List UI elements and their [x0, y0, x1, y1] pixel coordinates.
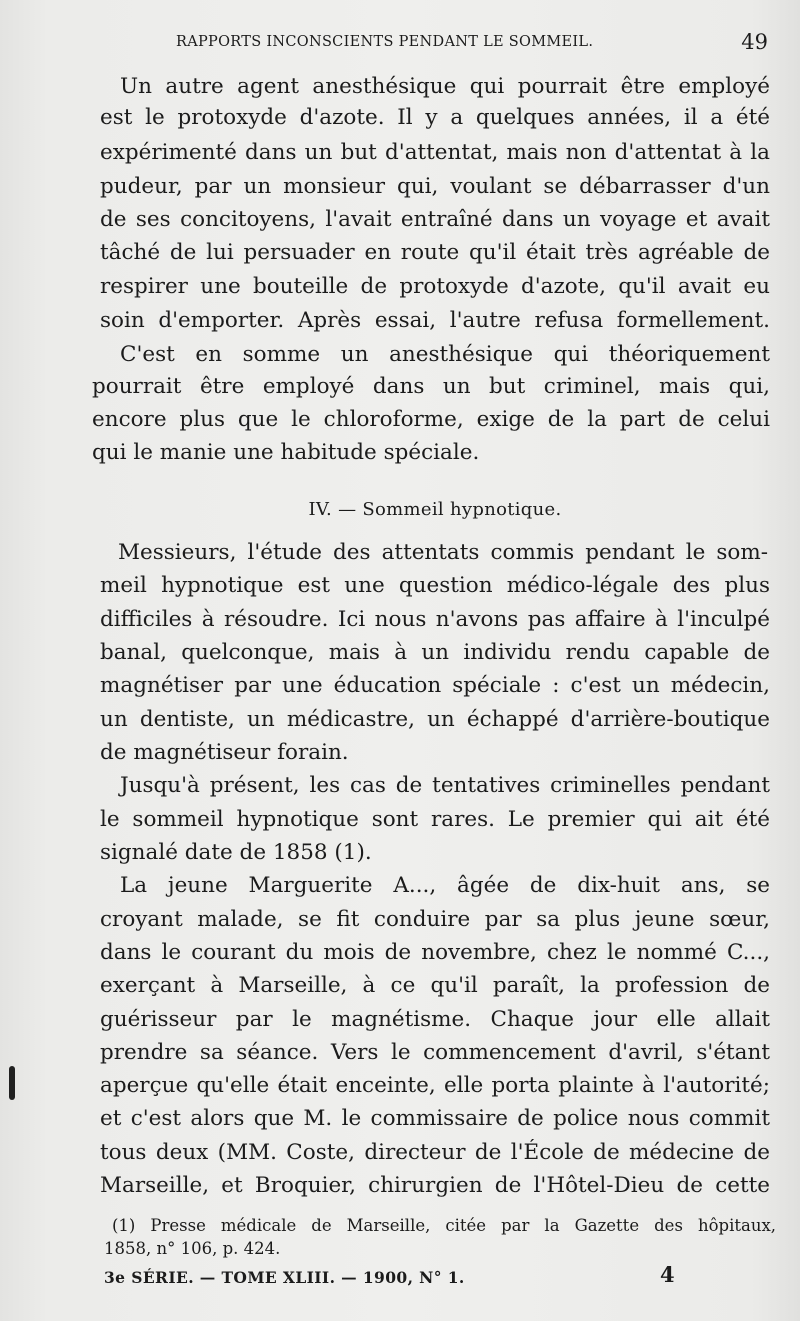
text-line: de magnétiseur forain.	[100, 740, 349, 765]
text-line: aperçue qu'elle était enceinte, elle porta plainte à l'autorité;	[100, 1073, 770, 1098]
text-line: exerçant à Marseille, à ce qu'il paraît, la profession de	[100, 973, 770, 998]
text-line: prendre sa séance. Vers le commencement d'avril, s'étant	[100, 1040, 770, 1065]
section-title: IV. — Sommeil hypnotique.	[308, 499, 562, 520]
text-line: le sommeil hypnotique sont rares. Le premier qui ait été	[100, 807, 770, 832]
text-line: difficiles à résoudre. Ici nous n'avons pas affaire à l'inculpé	[100, 607, 770, 632]
text-line: encore plus que le chloroforme, exige de la part de celui	[92, 407, 770, 432]
text-line: tous deux (MM. Coste, directeur de l'École de médecine de	[100, 1140, 770, 1165]
text-line: banal, quelconque, mais à un individu rendu capable de	[100, 640, 770, 665]
text-line: qui le manie une habitude spéciale.	[92, 440, 480, 465]
text-line: est le protoxyde d'azote. Il y a quelques années, il a été	[100, 105, 770, 130]
page-number: 49	[741, 30, 768, 54]
text-line: un dentiste, un médicastre, un échappé d'arrière-boutique	[100, 707, 770, 732]
text-line: Un autre agent anesthésique qui pourrait être employé	[120, 74, 770, 99]
text-line: C'est en somme un anesthésique qui théoriquement	[120, 342, 770, 367]
text-line: tâché de lui persuader en route qu'il était très agréable de	[100, 240, 770, 265]
footnote-line: (1) Presse médicale de Marseille, citée par la Gazette des hôpitaux,	[112, 1216, 776, 1235]
text-line: et c'est alors que M. le commissaire de police nous commit	[100, 1106, 770, 1131]
sheet-number: 4	[660, 1262, 675, 1287]
text-line: pudeur, par un monsieur qui, voulant se débarrasser d'un	[100, 174, 770, 199]
footnote-line: 1858, n° 106, p. 424.	[104, 1239, 281, 1258]
text-line: expérimenté dans un but d'attentat, mais non d'attentat à la	[100, 140, 770, 165]
text-line: croyant malade, se fit conduire par sa plus jeune sœur,	[100, 907, 770, 932]
text-line: signalé date de 1858 (1).	[100, 840, 372, 865]
text-line: Marseille, et Broquier, chirurgien de l'Hôtel-Dieu de cette	[100, 1173, 770, 1198]
text-line: dans le courant du mois de novembre, chez le nommé C...,	[100, 940, 770, 965]
text-line: Jusqu'à présent, les cas de tentatives criminelles pendant	[120, 773, 770, 798]
text-line: de ses concitoyens, l'avait entraîné dans un voyage et avait	[100, 207, 770, 232]
text-line: pourrait être employé dans un but criminel, mais qui,	[92, 374, 770, 399]
running-head	[90, 30, 770, 56]
text-line: Messieurs, l'étude des attentats commis pendant le som-	[118, 540, 768, 565]
text-line: soin d'emporter. Après essai, l'autre refusa formellement.	[100, 308, 770, 333]
text-line: La jeune Marguerite A..., âgée de dix-huit ans, se	[120, 873, 770, 898]
text-line: magnétiser par une éducation spéciale : c'est un médecin,	[100, 673, 770, 698]
running-title: RAPPORTS INCONSCIENTS PENDANT LE SOMMEIL.	[176, 34, 594, 50]
text-line: guérisseur par le magnétisme. Chaque jour elle allait	[100, 1007, 770, 1032]
margin-ink-mark	[9, 1066, 15, 1100]
signature-line: 3e SÉRIE. — TOME XLIII. — 1900, N° 1.	[104, 1268, 465, 1287]
text-line: respirer une bouteille de protoxyde d'azote, qu'il avait eu	[100, 274, 770, 299]
text-line: meil hypnotique est une question médico-légale des plus	[100, 573, 770, 598]
